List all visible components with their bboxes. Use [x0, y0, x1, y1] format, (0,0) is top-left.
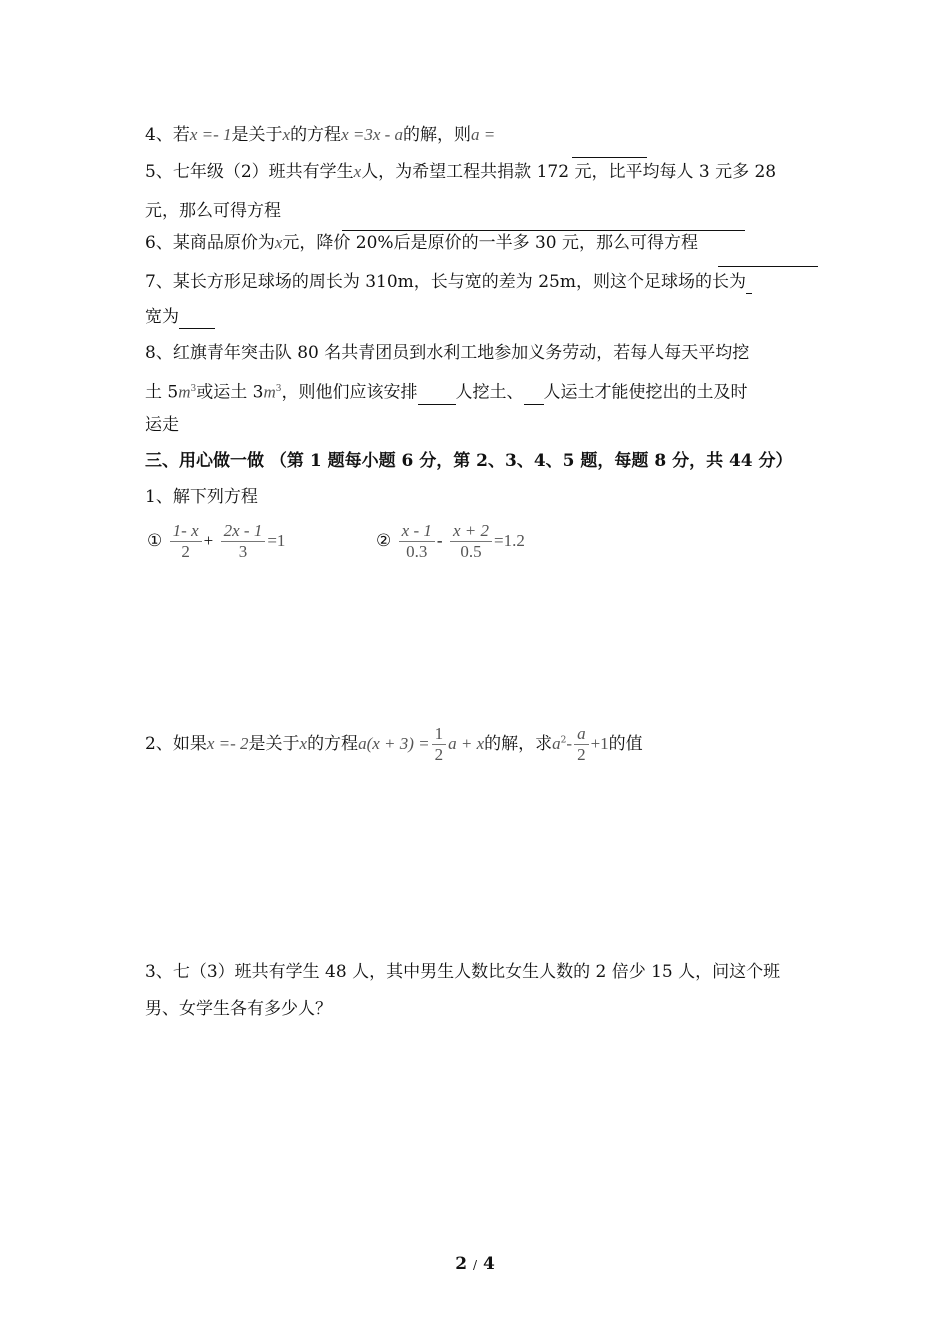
q7-text: 7、某长方形足球场的周长为 310m，长与宽的差为 25m，则这个足球场的长为 — [145, 272, 746, 292]
q7-length-blank — [746, 275, 752, 294]
p2-eq-right: a + x — [448, 734, 485, 753]
p2-a-over-2 — [574, 724, 589, 765]
eq1-rhs: =1 — [267, 531, 286, 550]
eq2-fraction-1 — [399, 521, 435, 562]
page-number — [0, 1254, 950, 1274]
eq1-fraction-2 — [221, 521, 266, 562]
q4-var: x — [282, 125, 291, 144]
problem-3-line1: 3、七（3）班共有学生 48 人，其中男生人数比女生人数的 2 倍少 15 人，问这个班 — [145, 962, 781, 982]
page-separator: / — [472, 1258, 478, 1272]
q5-text-a: 5、七年级（2）班共有学生 — [145, 162, 354, 182]
q5-answer-line — [572, 157, 647, 158]
q4-equation: x =3x - a — [341, 125, 404, 144]
p2-frac-num: a — [574, 724, 589, 745]
question-7-line2 — [145, 305, 215, 329]
eq2-operator: - — [436, 531, 443, 550]
question-8-line1: 8、红旗青年突击队 80 名共青团员到水利工地参加义务劳动，若每人每天平均挖 — [145, 343, 750, 363]
q4-equation-x: x =- 1 — [189, 125, 232, 144]
q8-exp-2: 3 — [275, 384, 282, 394]
q8-dig-blank — [418, 386, 456, 405]
eq2-f2-num: x + 2 — [450, 521, 492, 542]
p2-text-b: 是关于 — [248, 734, 300, 754]
eq1-label: ① — [147, 531, 163, 551]
q8-text-e: 人运土才能使挖出的土及时 — [543, 382, 748, 403]
p2-expr-a: a — [552, 734, 561, 753]
q8-unit-2: m — [263, 382, 276, 402]
eq2-f1-den: 0.3 — [406, 542, 428, 561]
eq2-fraction-2 — [450, 521, 492, 562]
eq1-f1-num: 1- x — [170, 521, 202, 542]
q7-width-label: 宽为 — [145, 307, 179, 327]
p2-text-a: 2、如果 — [145, 734, 207, 754]
q4-answer-label: a = — [471, 125, 496, 144]
p2-text-c: 的方程 — [307, 734, 359, 754]
eq1-fraction-1 — [170, 521, 202, 562]
question-6 — [145, 231, 698, 255]
p2-frac-den: 2 — [577, 745, 586, 764]
eq2-rhs: =1.2 — [493, 531, 525, 550]
p2-expr-exp: 2 — [560, 735, 567, 746]
question-5-line1 — [145, 160, 776, 184]
eq2-f2-den: 0.5 — [460, 542, 482, 561]
q6-text-a: 6、某商品原价为 — [145, 233, 275, 253]
q8-carry-blank — [524, 386, 544, 405]
p2-half-fraction — [432, 724, 447, 765]
q8-text-c: ，则他们应该安排 — [281, 382, 418, 403]
q4-mid1: 是关于 — [231, 125, 283, 145]
q8-text-a: 土 5 — [145, 382, 179, 403]
question-8-line3: 运走 — [145, 415, 179, 435]
p2-var: x — [299, 734, 308, 753]
q6-var: x — [274, 233, 283, 252]
eq1-f2-num: 2x - 1 — [221, 521, 266, 542]
p2-eq-left: a(x + 3) = — [358, 734, 430, 753]
eq1-operator: + — [203, 531, 214, 550]
q5-var: x — [353, 162, 362, 181]
question-8-line2 — [145, 377, 748, 405]
question-5-line2: 元，那么可得方程 — [145, 201, 281, 221]
q4-mid3: 的解，则 — [403, 125, 472, 145]
q7-width-blank — [179, 310, 215, 329]
q8-exp-1: 3 — [190, 384, 197, 394]
page-current: 2 — [455, 1254, 468, 1274]
p2-text-e: 的值 — [608, 734, 643, 754]
problem-1-equation-1 — [147, 521, 285, 562]
page-total: 4 — [482, 1254, 495, 1274]
p2-eq-x: x =- 2 — [206, 734, 249, 753]
eq1-f1-den: 2 — [181, 542, 190, 561]
problem-1-equation-2 — [376, 521, 525, 562]
p2-text-d: 的解，求 — [484, 734, 553, 754]
q6-answer-line — [718, 266, 818, 267]
q4-mid2: 的方程 — [290, 125, 342, 145]
q4-prefix: 4、若 — [145, 125, 190, 145]
problem-1-title: 1、解下列方程 — [145, 487, 258, 507]
p2-expr-plus: +1 — [590, 734, 609, 753]
eq1-f2-den: 3 — [238, 542, 248, 561]
q8-text-d: 人挖土、 — [455, 382, 524, 403]
q8-unit-1: m — [178, 382, 191, 402]
q6-text-b: 元，降价 20%后是原价的一半多 30 元，那么可得方程 — [282, 233, 699, 253]
eq2-f1-num: x - 1 — [399, 521, 435, 542]
problem-2 — [145, 724, 643, 765]
p2-half-num: 1 — [432, 724, 447, 745]
q5-text-b: 人，为希望工程共捐款 172 元，比平均每人 3 元多 28 — [361, 162, 777, 182]
eq2-label: ② — [376, 531, 392, 551]
question-7-line1 — [145, 270, 752, 294]
p2-half-den: 2 — [434, 745, 444, 764]
problem-3-line2: 男、女学生各有多少人？ — [145, 999, 332, 1019]
question-4 — [145, 123, 495, 147]
p2-expr-minus: - — [566, 734, 573, 753]
q8-text-b: 或运土 3 — [196, 382, 264, 403]
section-3-heading: 三、用心做一做 （第 1 题每小题 6 分，第 2、3、4、5 题，每题 8 分，共 44 分） — [145, 451, 793, 471]
